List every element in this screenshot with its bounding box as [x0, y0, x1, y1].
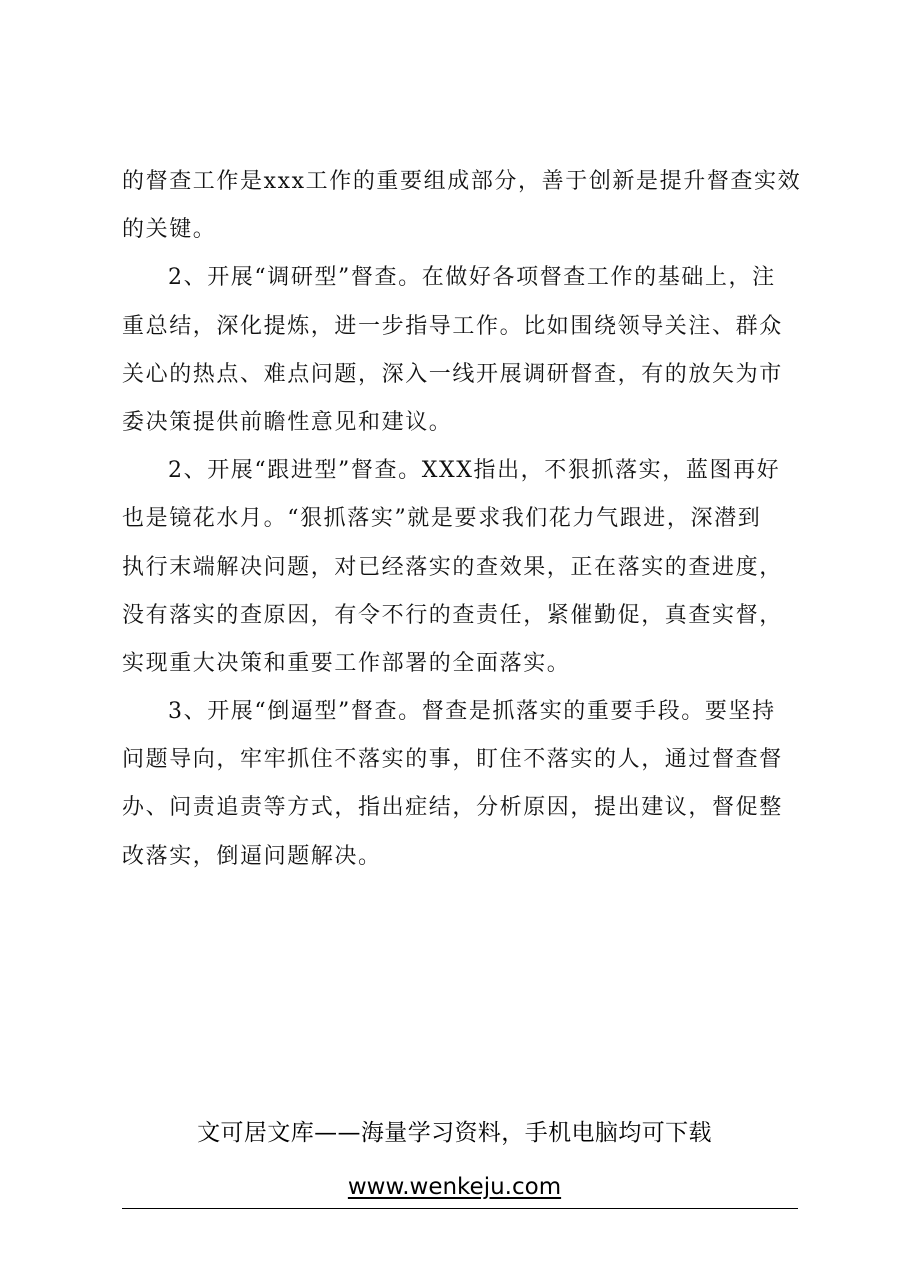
text-line: 的关键。: [122, 217, 217, 243]
footer-url-container: [0, 1174, 909, 1200]
footer-divider: [122, 1208, 798, 1209]
text-line: 2、开展“调研型”督查。在做好各项督查工作的基础上，注: [168, 265, 776, 291]
footer-title: 文可居文库——海量学习资料，手机电脑均可下载: [197, 1120, 712, 1146]
text-line: 改落实，倒逼问题解决。: [122, 843, 382, 869]
text-line: 问题导向，牢牢抓住不落实的事，盯住不落实的人，通过督查督: [122, 747, 783, 773]
text-line: 委决策提供前瞻性意见和建议。: [122, 409, 453, 435]
text-line: 的督查工作是xxx工作的重要组成部分，善于创新是提升督查实效: [122, 169, 802, 194]
footer-url-link[interactable]: www.wenkeju.com: [347, 1174, 562, 1200]
text-line: 执行末端解决问题，对已经落实的查效果，正在落实的查进度，: [122, 554, 783, 580]
text-line: 关心的热点、难点问题，深入一线开展调研督查，有的放矢为市: [122, 361, 783, 387]
text-line: 重总结，深化提炼，进一步指导工作。比如围绕领导关注、群众: [122, 313, 783, 339]
text-line: 也是镜花水月。“狠抓落实”就是要求我们花力气跟进，深潜到: [122, 506, 762, 532]
document-body: [122, 158, 822, 881]
text-line: 没有落实的查原因，有令不行的查责任，紧催勤促，真查实督，: [122, 602, 783, 628]
text-line: 2、开展“跟进型”督查。XXX指出，不狠抓落实，蓝图再好: [168, 458, 781, 484]
text-line: 3、开展“倒逼型”督查。督查是抓落实的重要手段。要坚持: [168, 699, 776, 725]
text-line: 办、问责追责等方式，指出症结，分析原因，提出建议，督促整: [122, 795, 783, 821]
text-line: 实现重大决策和重要工作部署的全面落实。: [122, 650, 571, 676]
